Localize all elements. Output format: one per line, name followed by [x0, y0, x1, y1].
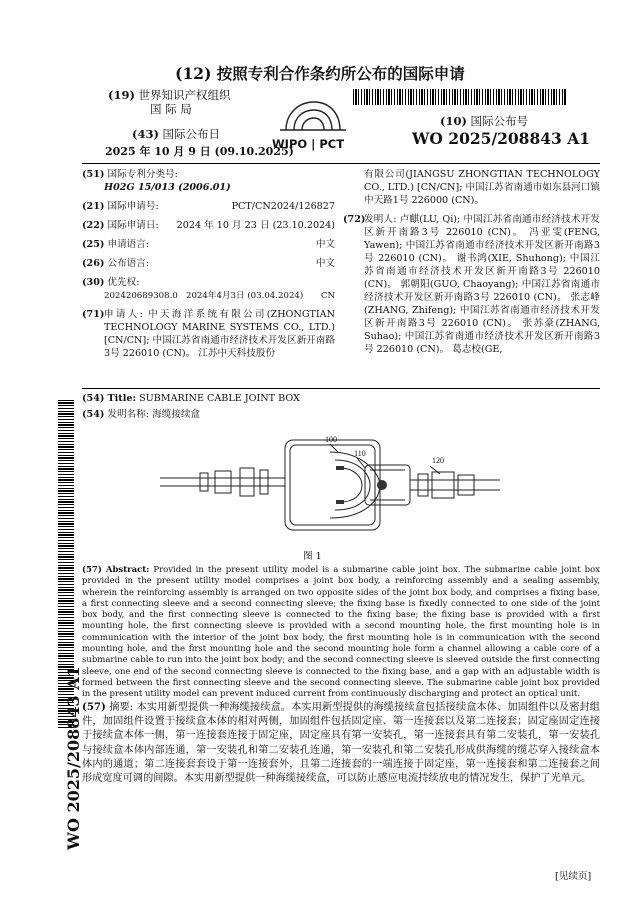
field-25-value: 中文: [315, 239, 335, 250]
pubdate-value: 2025 年 10 月 9 日 (09.10.2025): [105, 145, 294, 158]
divider-top: [82, 163, 600, 164]
field-51-value-row: [104, 181, 231, 194]
field-30-row: [104, 290, 335, 303]
pubdate-block: [132, 126, 220, 142]
abstract-cn-label: 摘要:: [109, 702, 134, 713]
title-cn-value: 海缆接续盒: [152, 409, 201, 420]
field-30-app: 202420689308.0: [104, 291, 178, 301]
field-72-num-text: (72): [343, 214, 366, 225]
abstract-cn-num: (57): [82, 701, 106, 713]
pubdate-num: (43): [132, 127, 159, 141]
pubno-block: [440, 113, 528, 129]
field-51-label: 国际专利分类号:: [107, 169, 178, 180]
field-71-num-text: (71): [82, 309, 105, 320]
field-72-text: 发明人: 卢麒(LU, Qi); 中国江苏省南通市经济技术开发区新开南路3号 226010 (CN)。 冯亚雯(FENG, Yawen); 中国江苏省南通市经济技术开发区新开南路3号 226010 (CN)。 谢书鸿(XIE, Shuhong); 中国江苏省南通市经济技术开发区新开南路3号 226010 (CN)。 郭朝阳(GUO, Chaoyang); 中国江苏省南通市经济技术开发区新开南路3号 226010 (CN)。 张志峰(ZHANG, Zhifeng); 中国江苏省南通市经济技术开发区新开南路3号 226010 (CN)。 张苏豪(ZHANG, Suhao); 中国江苏省南通市经济技术开发区新开南路3号 226010 (CN)。 葛志校(GE,: [364, 214, 600, 355]
field-51-num: (51): [82, 169, 105, 180]
field-51: [82, 168, 335, 181]
field-51-value: H02G 15/013 (2006.01): [104, 182, 231, 193]
field-26-num: (26): [82, 258, 105, 269]
title-cn-num: (54): [82, 409, 105, 420]
figure-caption: 图 1: [303, 551, 322, 562]
pubno-value: WO 2025/208843 A1: [412, 129, 591, 148]
title-en: [82, 392, 300, 405]
org-name: 世界知识产权组织: [138, 88, 231, 102]
field-22-value: 2024 年 10 月 23 日 (23.10.2024): [176, 220, 335, 231]
field-26-label: 公布语言:: [107, 258, 150, 269]
field-25: [82, 238, 335, 251]
org-num: (19): [108, 88, 135, 102]
title-en-value: SUBMARINE CABLE JOINT BOX: [139, 393, 300, 404]
ref-100: 100: [325, 435, 337, 444]
field-22-label: 国际申请日:: [107, 220, 159, 231]
field-22: [82, 219, 335, 232]
title-en-label: Title:: [107, 393, 137, 404]
field-21-value: PCT/CN2024/126827: [231, 201, 335, 212]
abstract-en-label: Abstract:: [105, 565, 150, 575]
title-cn: [82, 408, 200, 421]
field-25-label: 申请语言:: [107, 239, 150, 250]
ref-120: 120: [432, 456, 444, 465]
abstract-en: [82, 565, 600, 701]
abstract-cn-text: 本实用新型提供一种海缆接续盒。本实用新型提供的海缆接续盒包括接续盒本体、加固组件以及密封组件，加固组件设置于接续盒本体的相对两侧，加固组件包括固定座、第一连接套以及第二连接套；固定座固定连接于接续盒本体一侧，第一连接套连接于固定座，固定座具有第一安装孔，第一连接套具有第二安装孔，第一安装孔与接续盒本体内部连通，第一安装孔和第二安装孔连通，第一安装孔和第二安装孔形成供海缆的缆芯穿入接续盒本体内的通道；第二连接套套设于第一连接套外，且第二连接套的一端连接于固定座，第一连接套和第二连接套之间形成宽度可调的间隙。本实用新型提供一种海缆接续盒，可以防止感应电流持续放电的情况发生，保护了光单元。: [82, 702, 600, 785]
document-title: (12) 按照专利合作条约所公布的国际申请: [175, 64, 465, 83]
field-25-num: (25): [82, 239, 105, 250]
field-71-num: [82, 308, 104, 321]
field-21: [82, 200, 335, 213]
barcode-top: [353, 89, 567, 105]
pubdate-label: 国际公布日: [162, 127, 221, 141]
ref-110: 110: [354, 449, 366, 458]
field-26-value: 中文: [315, 258, 335, 269]
title-cn-label: 发明名称:: [107, 409, 150, 420]
abstract-en-text: Provided in the present utility model is a submarine cable joint box. The submarine cable joint box provided in the present utility model comprises a joint box body, a reinforcing assembly and a sealing assembly, wherein the reinforcing assembly is arranged on two opposite sides of the joint box body, and comprises a fixing base, a first connecting sleeve and a second connecting sleeve; the fixing base is fixedly connected to one side of the joint box body, and the first connecting sleeve is connected to the fixing base; the fixing base is provided with a first mounting hole, the first connecting sleeve is provided with a second mounting hole, the first mounting hole is in communication with the interior of the joint box body, the first mounting hole is in communication with the second mounting hole, and the first mounting hole and the second mounting hole form a channel allowing a cable core of a submarine cable to run into the joint box body; and the second connecting sleeve is sleeved outside the first connecting sleeve, one end of the second connecting sleeve is connected to the fixing base, and a gap with an adjustable width is formed between the first connecting sleeve and the second connecting sleeve. The submarine cable joint box provided in the present utility model can prevent induced current from continuously discharging and protect an optical unit.: [82, 565, 601, 700]
field-30-label: 优先权:: [107, 277, 140, 288]
divider-mid: [82, 388, 600, 389]
field-72-num: [343, 213, 365, 226]
org-bureau: 国 际 局: [150, 102, 192, 116]
field-22-num: (22): [82, 220, 105, 231]
field-30: [82, 276, 335, 289]
title-en-num: (54): [82, 393, 105, 404]
field-30-date: 2024年4月3日 (03.04.2024): [186, 291, 304, 301]
cable-joint-figure: [160, 430, 500, 550]
field-30-num: (30): [82, 277, 105, 288]
field-71-text: 申请人: 中天海洋系统有限公司(ZHONGTIAN TECHNOLOGY MARINE SYSTEMS CO., LTD.) [CN/CN]; 中国江苏省南通市经济技术开发区新开南路3号 226010 (CN)。 江苏中天科技股份: [104, 309, 335, 359]
field-71-continued: 有限公司(JIANGSU ZHONGTIAN TECHNOLOGY CO., LTD.) [CN/CN]; 中国江苏省南通市如东县河口镇中天路1号 226000 (CN)。: [364, 169, 600, 206]
abstract-cn: [82, 700, 600, 786]
side-pub-number: WO 2025/208843 A1: [64, 666, 83, 850]
abstract-en-num: (57): [82, 565, 102, 575]
field-21-label: 国际申请号:: [107, 201, 159, 212]
pubno-label: 国际公布号: [470, 114, 529, 128]
field-26: [82, 257, 335, 270]
field-30-country: CN: [320, 291, 335, 301]
wipo-label: WIPO | PCT: [272, 137, 345, 151]
field-21-num: (21): [82, 201, 105, 212]
pubno-num: (10): [440, 114, 467, 128]
continued-label: [见续页]: [555, 871, 592, 882]
